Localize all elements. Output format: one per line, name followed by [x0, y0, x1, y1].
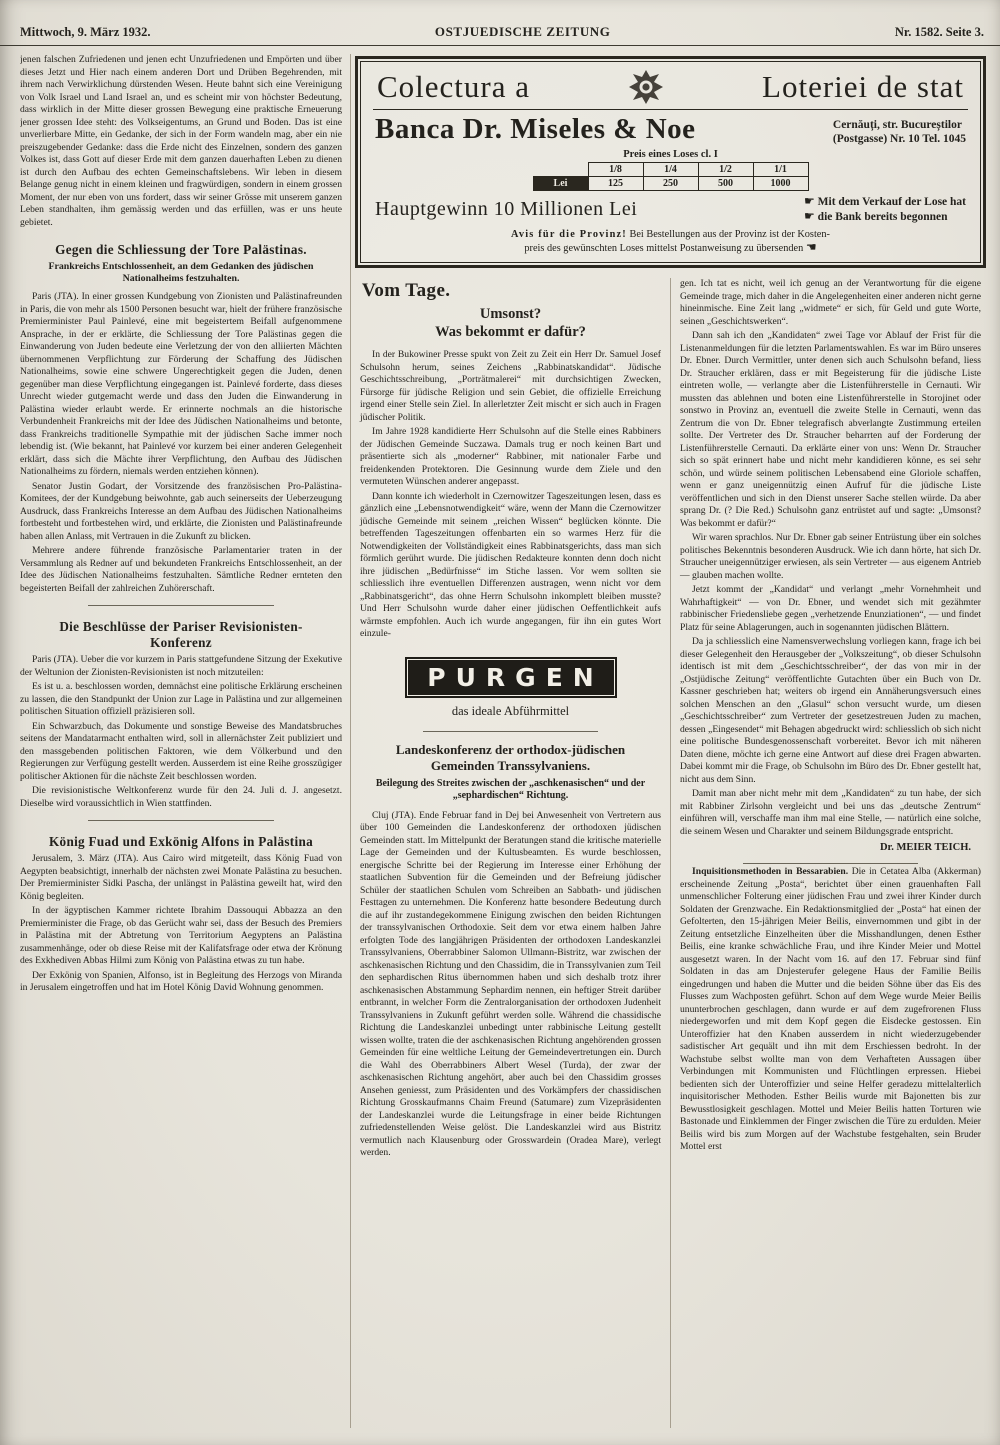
loteriei-text: Loteriei de stat	[762, 69, 964, 104]
avis-text-line2: preis des gewünschten Loses mittelst Postanweisung zu übersenden	[524, 243, 804, 254]
price-label: Preis eines Loses cl. I	[623, 149, 718, 160]
purgen-brand: PURGEN	[405, 657, 617, 698]
vom-tage-subtitle-1: Umsonst?	[479, 306, 542, 322]
price-table-prices-row	[533, 177, 808, 191]
lottery-ad-inner	[360, 61, 981, 263]
colectura-text: Colectura a	[377, 69, 531, 104]
jackpot-text: Hauptgewinn 10 Millionen Lei	[375, 197, 638, 220]
pointing-hand-icon: ☛	[804, 209, 815, 223]
sale-begun-line2: die Bank bereits begonnen	[817, 211, 948, 223]
article-title-koenig-fuad: König Fuad und Exkönig Alfons in Palästina	[49, 834, 313, 849]
paragraph: Dann sah ich den „Kandidaten“ zwei Tage vor Ablauf der Frist für die Listenanmeldungen für die letzten Parlamentswahlen. Es war im Büro unseres Dr. Ebner. Durch Vermittler, unter denen sich auch Schulsohn befand, liess Dr. Straucher erklären, dass er mit Begeisterung für die jüdische Liste eintreten wolle, — verlangte aber die Listenführerstelle in Cernauti. Wir mussten das ablehnen und boten eine Listenführerstelle in Storojinet oder sonstwo in Provinz an, eventuell die zweite Stelle in Cernauti, wenn das Zentrum die von Dr. Ebner telegrafisch abverlangte Zustimmung erteilen sollte. Der Vertreter des Dr. Straucher beharrten auf der Forderung der Listenführerstelle Cernauti. Da erklärte einer von uns: Wenn Dr. Straucher sich so spät erinnert habe und nicht mehr kandidieren könne, es sei sehr schön, und würde seinem politischen Lebensabend eine Gloriole schaffen, wenn er ganz uneigennützig einen Aufruf für die jüdische Liste veröffentlichen und sich in den Dienst unserer Sache stellen würde. Da aber sprang Dr. (? Die Red.) Schulsohn ganz entrüstet auf und sagte: „Umsonst? Was bekommt er dafür?“	[680, 330, 981, 529]
masthead-title: OSTJUEDISCHE ZEITUNG	[434, 24, 611, 39]
sale-begun-note	[804, 194, 966, 224]
masthead	[0, 0, 1000, 46]
two-column-area	[355, 278, 986, 1428]
column-left	[20, 54, 346, 1428]
article-title-bessarabien: Inquisitionsmethoden in Bessarabien.	[692, 866, 849, 877]
state-lottery-emblem-icon	[626, 67, 666, 107]
paragraph: Cluj (JTA). Ende Februar fand in Dej bei Anwesenheit von Vertretern aus über 100 Gemeinden die Landeskonferenz der orthodoxen jüdischen Gemeinden statt. Im Mittelpunkt der Beratungen stand die kritische materielle Lage der Gemeinden und der Kultusbeamten. Es wurde beschlossen, energische Schritte bei der Regierung im Interesse einer Erhöhung der staatlichen Subvention für die Gemeinden und der Befreiung jüdischer Schüler der staatlichen Schulen vom Schreiben an Sabbath- und jüdischen Festtagen zu unternehmen. Die Konferenz hatte besondere Bedeutung durch die auf ihr zustandegekommene Einigung zwischen den beiden Richtungen der transsylvanischen Orthodoxie. Seit dem vor etwa einem halben Jahre erfolgten Tode des langjährigen Präsidenten der orthodoxen Landeskanzlei Transsylvaniens, Oberrabbiner Salomon Ullmann-Bistritz, war zwischen der aschkenasischen Richtung und den Chassidim, die in Transsylvanien zum Teil den sephardischen Ritus übernommen haben und sich deshalb trotz ihrer aschkenasischen Abstammung Sephardim nennen, ein heftiger Streit darüber entbrannt, in welcher Form die Zentralorganisation der orthodoxen Judenheit Transsylvaniens in Zukunft geführt werden solle. Während die chassidische Richtung die Landeskanzlei unbedingt unter rabbinische Leitung gestellt wissen wollte, traten die der aschkenasischen Richtung angehörenden grossen Gemeinden für eine weltliche Leitung der Gemeindevertretungen ein. Durch die Wahl des Oberrabbiners Albert Wesel (Turda), der zwar der aschkenasischen Richtung angehört, aber auch bei den Chassidim grosses Ansehen geniesst, zum Präsidenten und des Vorkämpfers der chassidischen Richtung Grosskaufmanns Chaim Freund (Satumare) zum Vizepräsidenten der Landeskanzlei wurde die Leitungsfrage in einer beide Richtungen zufriedenstellenden Weise gelöst. Die Landeskanzlei wird aus Bistritz vermutlich nach Klausenburg oder Grosswardein (Oradea Mare), verlegt werden.	[360, 809, 661, 1158]
paragraph: Mehrere andere führende französische Parlamentarier traten in der Versammlung als Redner auf und bekundeten Frankreichs Entschlossenheit, an der Idee des Jüdischen Nationalheims festzuhalten. Sämtliche Redner ernteten den begeisterten Beifall der zahlreichen Zuhörerschaft.	[20, 545, 342, 594]
avis-provinz	[373, 228, 968, 255]
column-middle	[355, 278, 666, 1428]
section-divider	[743, 863, 918, 864]
paragraph: Damit man aber nicht mehr mit dem „Kandidaten“ zu tun habe, der sich mit Rabbiner Zirlsohn vergleicht und bei uns das „deutsche Zentrum“ einführen will, verschaffe man ihm mal eine Stelle, — natürlich eine solche, die seinem Wesen und Charakter und seinem Bildungsgrade entspricht.	[680, 788, 981, 837]
price-table	[533, 162, 809, 191]
bank-address	[833, 113, 966, 146]
price-cell: 125	[588, 177, 643, 191]
article-title-tore-palaestinas: Gegen die Schliessung der Tore Palästinas.	[55, 242, 307, 257]
lottery-ad-headline	[373, 67, 968, 110]
empty-cell	[533, 163, 588, 177]
fraction-cell: 1/4	[643, 163, 698, 177]
paragraph: Paris (JTA). In einer grossen Kundgebung von Zionisten und Palästinafreunden in Paris, die von mehr als 1500 Personen besucht war, hielt der frühere französische Premierminister Paul Painlevé, eine mit begeistertem Beifall aufgenommene Ansprache, in der er erklärte, die Schliessung der Tore Palästinas gegen die Einwanderung von Juden bedeute eine Verletzung der von den alliierten Mächten übernommenen Verpflichtung zur Förderung der Schaffung des Jüdischen Nationalheims, sowie eine schwere Ungerechtigkeit gegen die Juden, denen gegenüber man diese Verpflichtung eingegangen ist. Painlevé forderte, dass dieses Unrecht wieder gutgemacht werde und dass den Juden die Einwanderung in Palästina wieder erlaubt werde. Er erinnerte nochmals an die historische Verbundenheit Frankreichs mit der Idee des Jüdischen Nationalheims und betonte, dass Frankreichs traditionelle Sympathie mit der jüdischen Sache immer noch lebendig ist. (Wie bekannt, hat Painlevé vor kurzem bei einer anderen Gelegenheit erklärt, dass sich die Mächte ihrer Verpflichtung, den Aufbau des Jüdischen Nationalheims zu fördern, niemals werden entziehen können).	[20, 291, 342, 477]
author-signature: Dr. MEIER TEICH.	[879, 842, 971, 853]
page-content	[0, 46, 1000, 1428]
paragraph: jenen falschen Zufriedenen und jenen echt Unzufriedenen und Empörten und über dieses Jetzt und Hier nach einem anderen Dort und Drüben Begehrenden, mit ihrem nach Verwirklichung dürstenden Wesen. Heute bahnt sich eine Vereinigung von Volk Israel und Land Israel an, und es scheint mir von höchster Bedeutung, dass wirklich in der Mitte dieser grossen Bewegung eine praktische Erneuerung jener grossen Idee steht: des Volkseigentums, an Grund und Boden. Das ist eine unverlierbare Mitte, ein Gedanke, der sich in der Form wandeln mag, aber ein nie preiszugebender Gedanke: dass die Erde nicht des Einzelnen, sondern des ganzen Volkes ist, dass Gott auf dieser Erde mit dem ganzen dauerhaften Leben zu dienen ist durch den Aufbau des echten Gemeinschaftslebens. Wir leben in diesem Belange genug nicht in einem kleinen und fragwürdigen, sondern in einem grossen Moment, der nur eben von uns fordert, dass wir seiner Grösse mit unserem ganzen Leben standhalten, ihm gemässig werden und das erfüllen, was er uns heute gebietet.	[20, 54, 342, 228]
right-area	[355, 54, 986, 1428]
fraction-cell: 1/2	[698, 163, 753, 177]
paragraph: In der Bukowiner Presse spukt von Zeit zu Zeit ein Herr Dr. Samuel Josef Schulsohn herum, seines Zeichens „Rabbinatskandidat“. Jüdische Geschichtsschreibung, „Porträtmalerei“ mit durchsichtigen Zwecken, Fürsorge für jüdische Religion und sein Gebiet, die offizielle Erreichung irgend einer Stelle sein Ziel. In allerletzter Zeit mischt er sich auch in Fragen jüdischer Politik.	[360, 349, 661, 423]
paragraph: Ein Schwarzbuch, das Dokumente und sonstige Beweise des Mandatsbruches seitens der Mandatarmacht enthalten wird, soll in allernächster Zeit publiziert und den massgebenden politischen Faktoren, wie dem Völkerbund und den Regierungen zur Verfügung gestellt werden. Ausserdem ist eine Reihe grosszügiger politischer Aktionen für die nächste Zeit beschlossen worden.	[20, 720, 342, 782]
article-title-landeskonferenz: Landeskonferenz der orthodox-jüdischen Gemeinden Transsylvaniens.	[395, 741, 626, 773]
vom-tage-title: Vom Tage.	[362, 280, 451, 301]
fraction-cell: 1/8	[588, 163, 643, 177]
lottery-ad	[355, 56, 986, 268]
paragraph: Wir waren sprachlos. Nur Dr. Ebner gab seiner Entrüstung über ein solches politisches Bekenntnis besonderen Ausdruck. Wie ich dann hörte, hat sich Dr. Straucher uneigennütziger erwiesen, als sein Vertreter — aus eigenem Antrieb — glauben machen wollte.	[680, 532, 981, 581]
section-divider	[88, 820, 275, 821]
pointing-hand-icon: ☛	[804, 194, 815, 208]
paragraph: Der Exkönig von Spanien, Alfonso, ist in Begleitung des Herzogs von Miranda in Jerusalem eingetroffen und hat im Hotel König David Wohnung genommen.	[20, 969, 342, 993]
column-divider	[350, 54, 351, 1428]
paragraph: Paris (JTA). Ueber die vor kurzem in Paris stattgefundene Sitzung der Exekutive der Weltunion der Zionisten-Revisionisten ist noch mitzuteilen:	[20, 654, 342, 678]
section-divider	[88, 605, 275, 606]
lottery-ad-bank-row	[373, 110, 968, 147]
bank-name: Banca Dr. Miseles & Noe	[375, 113, 696, 145]
purgen-ad	[405, 657, 617, 719]
paragraph: Da ja schliesslich eine Namensverwechslung vorliegen kann, frage ich bei dieser Gelegenheit den Herausgeber der „Volkszeitung“, ob dieser Schulsohn identisch ist mit dem „Geschichtsschreiber“, der das von mir in der „Ostjüdische Zeitung“ veröffentlichte Gutachten über ein Buch von Dr. Kassner geschrieben hat; weiters ob irgend ein Annäherungsversuch eines solchen Menschen an den „Glasul“ schon versucht wurde, um diesen „Geschichtsschreiber“ zum Vertreter der gesetzestreuen Juden zu machen, dessen „Eingesendet“ mit Behagen abgedruckt wird: schliesslich ob sich nicht eine politische Bundesgenossenschaft vorbereitet. Bevor ich mit näheren Daten diene, möchte ich gerne eine Antwort auf diese drei Fragen abwarten. Dabei kommt mir die Frage, ob Schulsohn im Büro des Dr. Ebner gestellt hat, nicht aus dem Sinn.	[680, 636, 981, 785]
masthead-issue: Nr. 1582. Seite 3.	[894, 25, 984, 39]
fraction-cell: 1/1	[753, 163, 808, 177]
paragraph: Es ist u. a. beschlossen worden, demnächst eine politische Erklärung erscheinen zu lassen, die den Standpunkt der Union zur Lage in Palästina und zur allgemeinen politischen Situation offiziell präzisieren soll.	[20, 681, 342, 717]
article-text: Die in Cetatea Alba (Akkerman) erscheinende Zeitung „Posta“, berichtet über einen grauenhaften Fall unmenschlicher Folterung einer jüdischen Frau und zwei ihrer Kinder durch Soldaten der Grenzwache. Ein Redaktionsmitglied der „Posta“ hat einen der Gefolterten, den 15-jährigen Meier Beilis, einvernommen und gibt in der Zeitung entsetzliche Einzelheiten über die Misshandlungen, denen Esther Beilis, eine kranke schwächliche Frau, und ihre Kinder Meier und Mottel ausgesetzt waren. In der Nacht vom 16. auf den 17. Februar sind fünf Soldaten in das am Dnjesterufer gelegene Haus der Familie Beilis eingedrungen und haben die Mutter und die beiden Söhne über das Eis des Flusses zum Wachposten geführt. Schon auf dem Wege wurde Meier Beilis ununterbrochen geschlagen, dann wurde er auf dem zugefrorenen Fluss niedergeworfen und mit dem Kopf gegen die Eisdecke gestossen. Ein Unteroffizier hat den Knaben ausserdem in nicht wiederzugebender sadistischer Art gequält und ihn mit dem Erschiessen bedroht. In der Wachstube selbst wollte man von dem Verhafteten Aussagen über Verbindungen mit Kommunisten und Flüchtlingen erpressen. Hiebei bedienten sich der Unteroffizier und seine Helfer geradezu mittelalterlich inquisitorischer Methoden. Esther Beilis wurde mit Bajonetten bis zur Bewusstlosigkeit geschlagen. Mottel und Meier Beilis hatten Torturen wie Bastonade und Einklemmen der Finger zwischen die Türe zu erdulden. Meier Beilis wird bis zum Morgen auf der Wachstube festgehalten, sein Bruder Mottel erst	[680, 866, 981, 1152]
purgen-tagline: das ideale Abführmittel	[451, 703, 570, 718]
section-divider	[423, 731, 598, 732]
price-cell: 250	[643, 177, 698, 191]
price-cell: 1000	[753, 177, 808, 191]
lei-label: Lei	[533, 177, 588, 191]
bank-address-line2: (Postgasse) Nr. 10 Tel. 1045	[832, 133, 966, 145]
paragraph: Im Jahre 1928 kandidierte Herr Schulsohn auf die Stelle eines Rabbiners der Jüdischen Gemeinde Suczawa. Damals trug er noch keinen Bart und präsentierte sich als „moderner“ Rabbiner, mit nationaler Farbe und freidenkenden Protektoren. Die Gesinnung wurde dem Ziele und den vermuteten Wünschen anderer angepasst.	[360, 426, 661, 487]
article-subtitle: Beilegung des Streites zwischen der „aschkenasischen“ und der „sephardischen“ Richtung.	[375, 777, 646, 801]
price-table-fractions-row	[533, 163, 808, 177]
bank-address-line1: Cernăuți, str. Bucureștilor	[832, 119, 962, 131]
paragraph: gen. Ich tat es nicht, weil ich genug an der Verantwortung für die eigene Gemeinde trage, mich daher in die Angelegenheiten einer anderen nicht gerne hineinmische. Eine Zeit lang „widmete“ er sich, für Geld und gute Worte, seinen „Geschichtswerken“.	[680, 278, 981, 327]
column-divider	[670, 278, 671, 1428]
article-subtitle: Frankreichs Entschlossenheit, an dem Gedanken des jüdischen Nationalheims festzuhalten.	[48, 261, 314, 284]
sale-begun-line1: Mit dem Verkauf der Lose hat	[817, 196, 966, 208]
paragraph: Jetzt kommt der „Kandidat“ und verlangt „mehr Vornehmheit und Wahrhaftigkeit“ — von Dr. Ebner, und wendet sich mit gezähmter rabbinischer Friedensliebe gegen „verhetzende Enunziationen“, — und findet Platz für seine Ablagerungen, auch in sogenannten jüdischen Blättern.	[680, 584, 981, 633]
lottery-ad-jackpot-row	[373, 194, 968, 224]
paragraph: In der ägyptischen Kammer richtete Ibrahim Dassouqui Abbazza an den Premierminister die Frage, ob das Gerücht wahr sei, dass der Besuch des Premiers in Palästina mit der Abtretung von Territorium Aegyptens an Palästina zusammenhänge, oder ob diese Reise mit der Kalifatsfrage oder etwa der Krönung des Exkhediven Abbas Hilmi zum König von Palästina etwas zu tun habe.	[20, 905, 342, 966]
vom-tage-subtitle-2: Was bekommt er dafür?	[435, 324, 586, 340]
masthead-date: Mittwoch, 9. März 1932.	[20, 25, 151, 39]
article-bessarabien	[680, 866, 981, 1154]
avis-label: Avis für die Provinz!	[511, 229, 627, 240]
paragraph: Dann konnte ich wiederholt in Czernowitzer Tageszeitungen lesen, dass es gänzlich eine „Lebensnotwendigkeit“ wäre, wenn der Mann die Czernowitzer jüdische Gemeinde mit seinem „reichen Wissen“ beglücken könnte. Die betreffenden Tageszeitungen offenbarten ein so warmes Herz für die Notwendigkeiten der Vollständigkeit eines Rabbinatsgerichts, dass man sich förmlich gerührt wurde. Die jüdischen Redakteure konnten denn doch nicht ihre jüdischen „Bedürfnisse“ im Stiche lassen. Vor wem sollten sie schliesslich ihre eventuellen Differenzen austragen, wenn nicht vor dem „Rabbinatsgericht“, das ohne Herrn Schulsohn inkomplett bleiben musste? Und Herr Schulsohn wurde daher einer jüdischen Oeffentlichkeit aufs wärmste empfohlen. Auch ich wurde angegangen, für ihn ein gutes Wort einzule-	[360, 490, 661, 639]
paragraph: Jerusalem, 3. März (JTA). Aus Cairo wird mitgeteilt, dass König Fuad von Aegypten beabsichtigt, innerhalb der nächsten zwei Monate Palästina zu besuchen. Der Premierminister Sidki Pascha, der unlängst in Palästina geweilt hat, wird den König begleiten.	[20, 853, 342, 902]
column-right	[675, 278, 986, 1428]
avis-text-line1: Bei Bestellungen aus der Provinz ist der Kosten-	[629, 229, 830, 240]
price-cell: 500	[698, 177, 753, 191]
paragraph: Senator Justin Godart, der Vorsitzende des französischen Pro-Palästina-Komitees, der der Kundgebung beiwohnte, gab auch seinerseits der Ueberzeugung Ausdruck, dass Frankreichs Interesse an dem Aufbau des Jüdischen Nationalheims fortbesteht und fortbestehen wird, und erklärte, die Zionisten und Palästinafreunde haben allen Anlass, mit Vertrauen in die Zukunft zu blicken.	[20, 480, 342, 542]
pointing-hand-icon: ☚	[805, 240, 817, 254]
article-title-revisionisten-konferenz: Die Beschlüsse der Pariser Revisionisten-Konferenz	[59, 619, 303, 650]
paragraph: Die revisionistische Weltkonferenz wurde für den 24. Juli d. J. angesetzt. Dieselbe wird voraussichtlich in Wien stattfinden.	[20, 785, 342, 809]
